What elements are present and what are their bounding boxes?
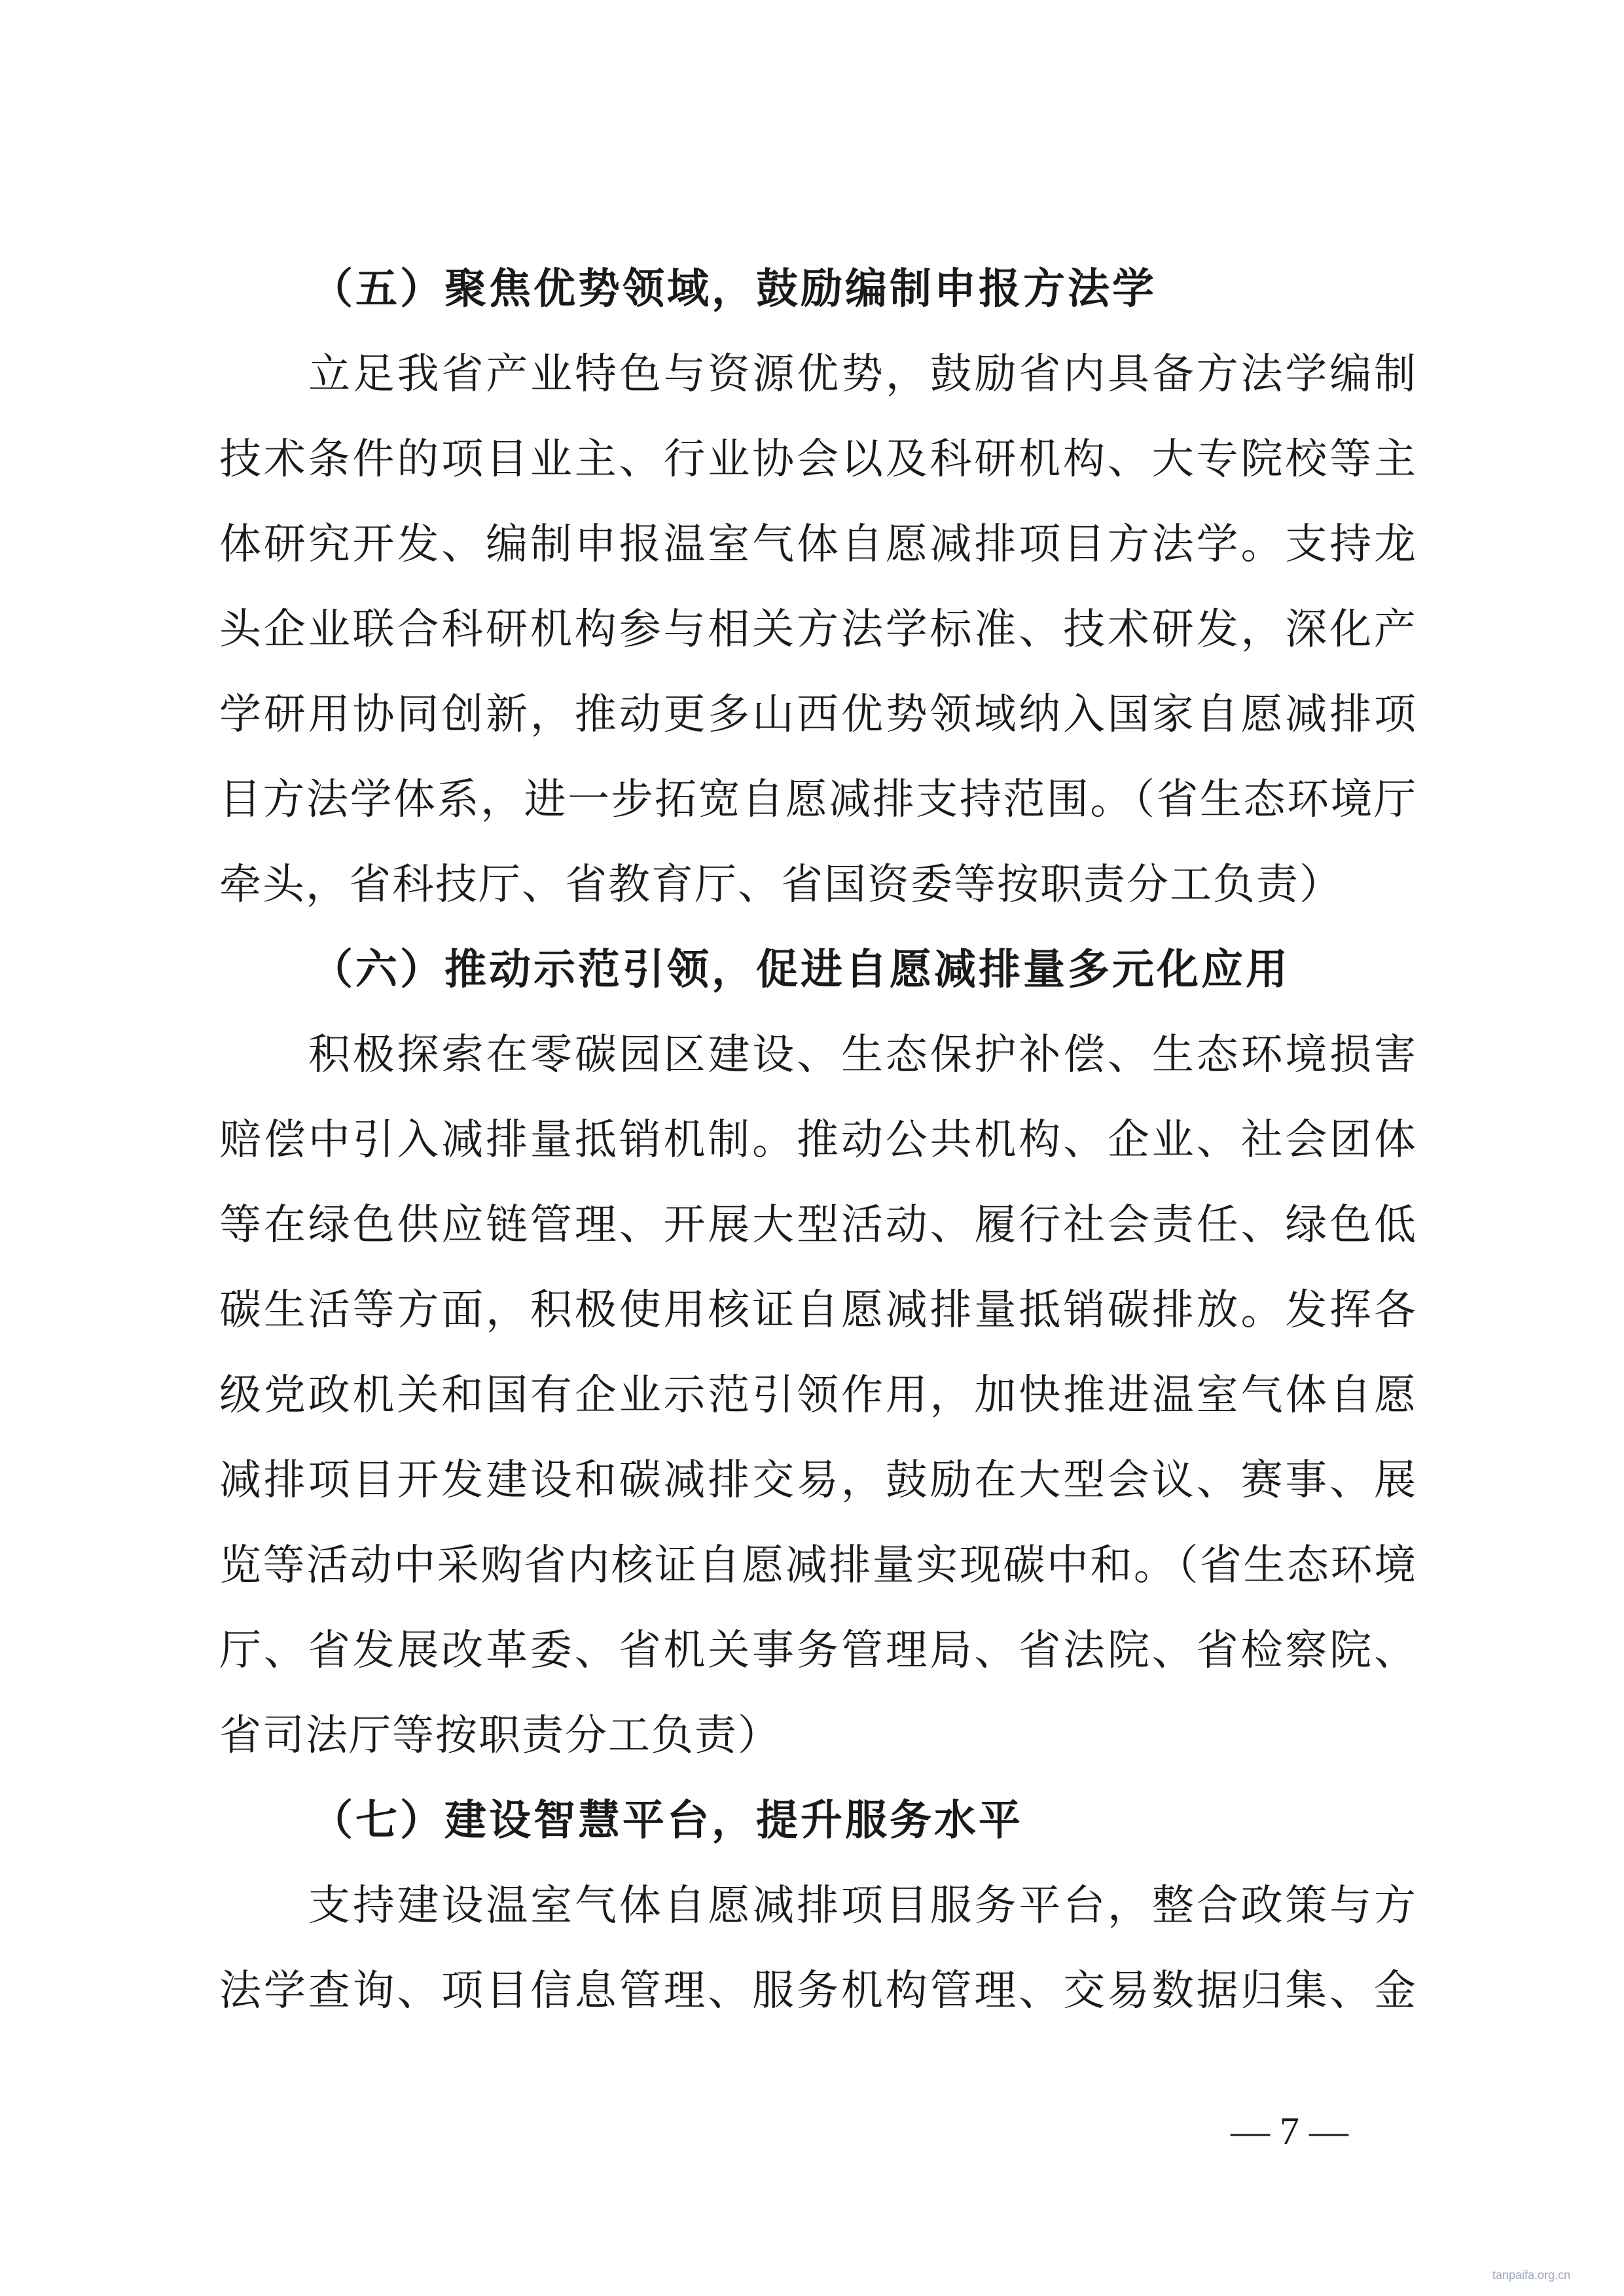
section-heading-7: （七）建设智慧平台，提升服务水平 <box>311 1797 1023 1845</box>
paragraph-line: 厅、省发展改革委、省机关事务管理局、省法院、省检察院、 <box>219 1626 1417 1675</box>
paragraph-line: 目方法学体系，进一步拓宽自愿减排支持范围。（省生态环境厅 <box>219 776 1417 824</box>
paragraph-line: 学研用协同创新，推动更多山西优势领域纳入国家自愿减排项 <box>219 691 1417 739</box>
section-heading-5: （五）聚焦优势领域，鼓励编制申报方法学 <box>311 265 1157 314</box>
paragraph-line: 法学查询、项目信息管理、服务机构管理、交易数据归集、金 <box>219 1967 1417 2015</box>
watermark-text: tanpaifa.org.cn <box>1492 2269 1571 2282</box>
paragraph-line: 览等活动中采购省内核证自愿减排量实现碳中和。（省生态环境 <box>219 1541 1417 1590</box>
paragraph-line: 赔偿中引入减排量抵销机制。推动公共机构、企业、社会团体 <box>219 1116 1417 1164</box>
paragraph-line: 碳生活等方面，积极使用核证自愿减排量抵销碳排放。发挥各 <box>219 1286 1417 1335</box>
paragraph-line: 等在绿色供应链管理、开展大型活动、履行社会责任、绿色低 <box>219 1201 1417 1249</box>
paragraph-line: 减排项目开发建设和碳减排交易，鼓励在大型会议、赛事、展 <box>219 1456 1417 1505</box>
paragraph-line: 牵头，省科技厅、省教育厅、省国资委等按职责分工负责） <box>219 861 1343 909</box>
paragraph-line: 技术条件的项目业主、行业协会以及科研机构、大专院校等主 <box>219 435 1417 484</box>
section-heading-6: （六）推动示范引领，促进自愿减排量多元化应用 <box>311 946 1290 994</box>
paragraph-line: 立足我省产业特色与资源优势，鼓励省内具备方法学编制 <box>308 350 1417 399</box>
page-number: — 7 — <box>1231 2109 1348 2153</box>
paragraph-line: 体研究开发、编制申报温室气体自愿减排项目方法学。支持龙 <box>219 520 1417 569</box>
paragraph-line: 头企业联合科研机构参与相关方法学标准、技术研发，深化产 <box>219 605 1417 654</box>
paragraph-line: 级党政机关和国有企业示范引领作用，加快推进温室气体自愿 <box>219 1371 1417 1420</box>
paragraph-line: 省司法厅等按职责分工负责） <box>219 1712 781 1760</box>
paragraph-line: 支持建设温室气体自愿减排项目服务平台，整合政策与方 <box>308 1882 1417 1930</box>
paragraph-line: 积极探索在零碳园区建设、生态保护补偿、生态环境损害 <box>308 1031 1417 1079</box>
